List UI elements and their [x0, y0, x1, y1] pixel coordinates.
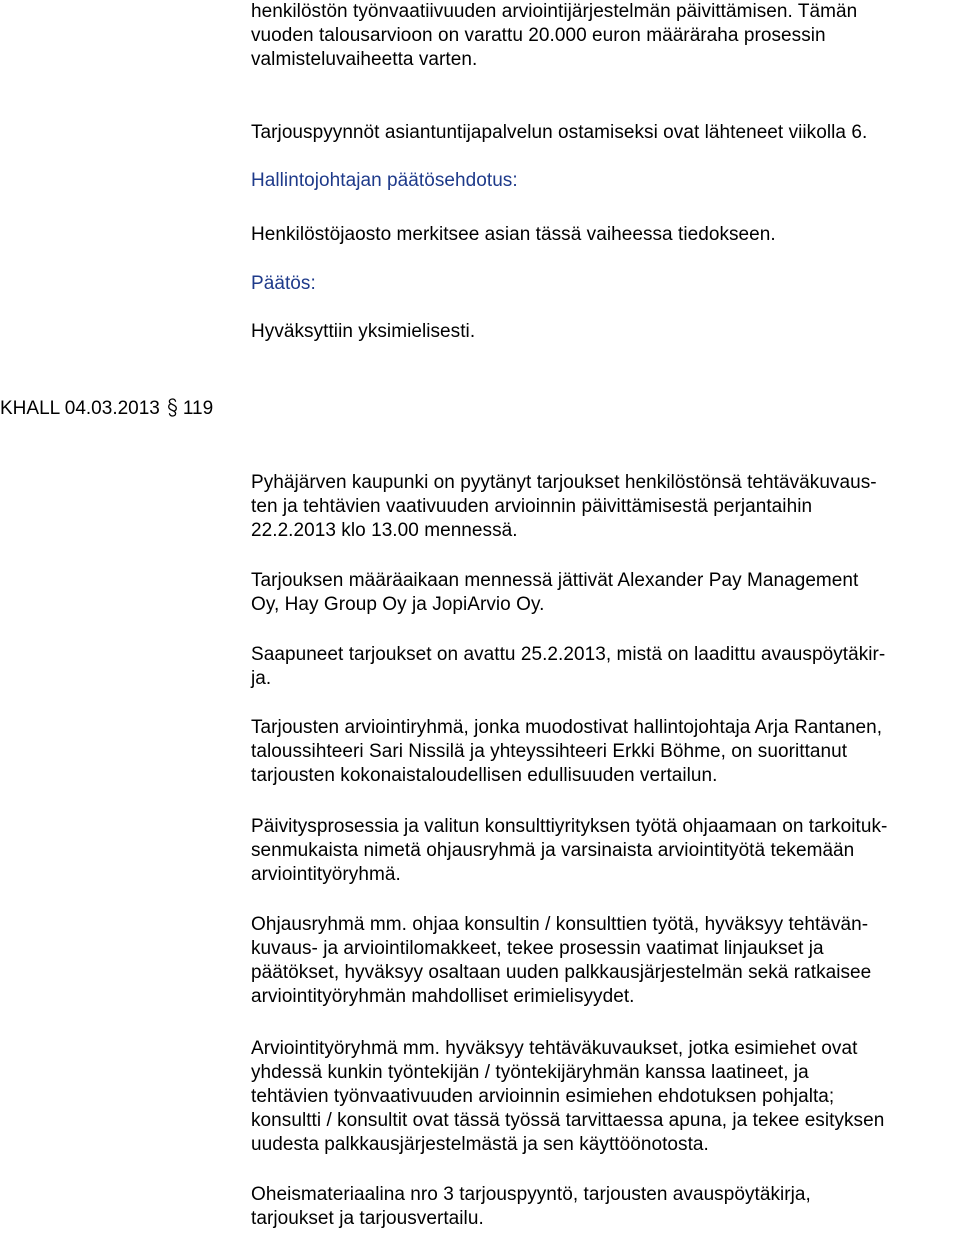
proposal-heading: Hallintojohtajan päätösehdotus: [251, 170, 518, 191]
paragraph-line: tarjousten kokonaistaloudellisen edullisuuden vertailun. [251, 765, 718, 786]
paragraph-line: päätökset, hyväksyy osaltaan uuden palkkausjärjestelmän sekä ratkaisee [251, 962, 872, 983]
decision-text: Hyväksyttiin yksimielisesti. [251, 321, 476, 342]
paragraph-line: Pyhäjärven kaupunki on pyytänyt tarjoukset henkilöstönsä tehtäväkuvaus- [251, 472, 877, 493]
paragraph-line: senmukaista nimetä ohjausryhmä ja varsinaista arviointityötä tekemään [251, 840, 855, 861]
paragraph-line: Tarjousten arviointiryhmä, jonka muodostivat hallintojohtaja Arja Rantanen, [251, 717, 883, 738]
decision-heading: Päätös: [251, 273, 316, 294]
meeting-reference [0, 397, 213, 421]
paragraph-line: yhdessä kunkin työntekijän / työntekijäryhmän kanssa laatineet, ja [251, 1062, 809, 1083]
paragraph-line: konsultti / konsultit ovat tässä työssä tarvittaessa apuna, ja tekee esityksen [251, 1110, 885, 1131]
paragraph-line: uudesta palkkausjärjestelmästä ja sen käyttöönotosta. [251, 1134, 709, 1155]
tender-status-text: Tarjouspyynnöt asiantuntijapalvelun ostamiseksi ovat lähteneet viikolla 6. [251, 122, 868, 143]
paragraph-line: 22.2.2013 klo 13.00 mennessä. [251, 520, 518, 541]
paragraph-line: arviointityöryhmän mahdolliset erimielisyydet. [251, 986, 635, 1007]
section-sign-icon [166, 398, 179, 417]
intro-line: henkilöstön työnvaatiivuuden arviointijärjestelmän päivittämisen. Tämän [251, 1, 858, 22]
paragraph-line: tehtävien työnvaativuuden arvioinnin esimiehen ehdotuksen pohjalta; [251, 1086, 835, 1107]
paragraph-line: Päivitysprosessia ja valitun konsulttiyrityksen työtä ohjaamaan on tarkoituk- [251, 816, 888, 837]
paragraph-line: Oy, Hay Group Oy ja JopiArvio Oy. [251, 594, 545, 615]
paragraph-line: ja. [251, 668, 272, 689]
proposal-text: Henkilöstöjaosto merkitsee asian tässä vaiheessa tiedokseen. [251, 224, 776, 245]
meeting-code: KHALL 04.03.2013 [0, 398, 160, 419]
intro-line: vuoden talousarvioon on varattu 20.000 euron määräraha prosessin [251, 25, 826, 46]
paragraph-line: kuvaus- ja arviointilomakkeet, tekee prosessin vaatimat linjaukset ja [251, 938, 824, 959]
intro-line: valmisteluvaiheetta varten. [251, 49, 478, 70]
paragraph-line: arviointityöryhmä. [251, 864, 401, 885]
paragraph-line: ten ja tehtävien vaativuuden arvioinnin päivittämisestä perjantaihin [251, 496, 813, 517]
paragraph-line: Ohjausryhmä mm. ohjaa konsultin / konsulttien työtä, hyväksyy tehtävän- [251, 914, 869, 935]
paragraph-line: taloussihteeri Sari Nissilä ja yhteyssihteeri Erkki Böhme, on suorittanut [251, 741, 848, 762]
paragraph-line: Oheismateriaalina nro 3 tarjouspyyntö, tarjousten avauspöytäkirja, [251, 1184, 811, 1205]
paragraph-line: Saapuneet tarjoukset on avattu 25.2.2013, mistä on laadittu avauspöytäkir- [251, 644, 886, 665]
paragraph-line: Tarjouksen määräaikaan mennessä jättivät Alexander Pay Management [251, 570, 859, 591]
paragraph-line: tarjoukset ja tarjousvertailu. [251, 1208, 484, 1229]
paragraph-line: Arviointityöryhmä mm. hyväksyy tehtäväkuvaukset, jotka esimiehet ovat [251, 1038, 858, 1059]
section-number: 119 [182, 398, 214, 419]
